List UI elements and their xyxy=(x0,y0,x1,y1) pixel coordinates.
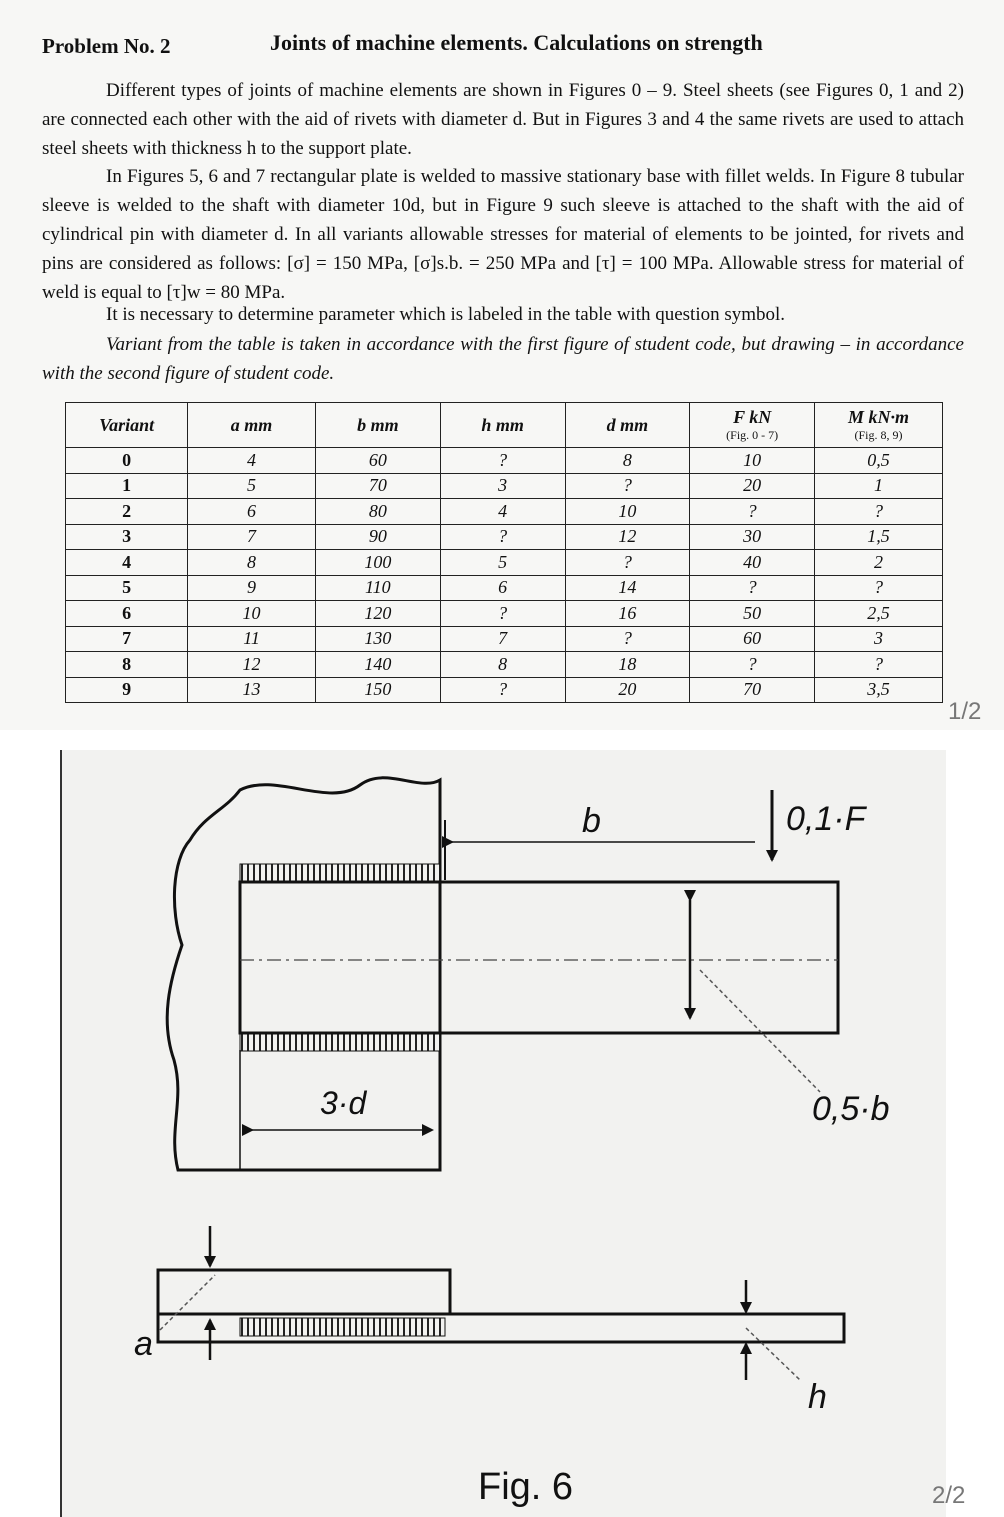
table-row xyxy=(66,652,943,678)
paragraph-2 xyxy=(42,162,964,307)
table-cell: 8 xyxy=(66,652,188,678)
table-cell: 5 xyxy=(66,575,188,601)
table-cell: 110 xyxy=(315,575,440,601)
table-cell: ? xyxy=(690,499,815,525)
header-variant: Variant xyxy=(66,403,188,448)
paragraph-4-text: Variant from the table is taken in accordance with the first figure of student code, but drawing – in accordance with the second figure of student code. xyxy=(42,334,964,384)
table-cell: 13 xyxy=(188,677,316,703)
header-b: b mm xyxy=(315,403,440,448)
table-cell: 18 xyxy=(565,652,690,678)
table-cell: 4 xyxy=(188,448,316,474)
table-cell: 70 xyxy=(690,677,815,703)
table-row xyxy=(66,601,943,627)
table-cell: 3 xyxy=(66,524,188,550)
table-cell: ? xyxy=(690,575,815,601)
table-cell: ? xyxy=(565,550,690,576)
table-cell: 12 xyxy=(565,524,690,550)
table-cell: 14 xyxy=(565,575,690,601)
table-cell: ? xyxy=(440,601,565,627)
paragraph-2-text: In Figures 5, 6 and 7 rectangular plate is welded to massive stationary base with fillet welds. In Figure 8 tubular sleeve is welded to the shaft with diameter 10d, but in Figure 9 such sleeve is attached to the shaft with the aid of cylindrical pin with diameter d. In all variants allowable stresses for material of elements to be jointed, for rivets and pins are considered as follows: [σ] = 150 MPa, [σ]s.b. = 250 MPa and [τ] = 100 MPa. Allowable stress for material of weld is equal to [τ]w = 80 MPa. xyxy=(42,166,964,303)
table-cell: 100 xyxy=(315,550,440,576)
header-M-label: M kN·m xyxy=(848,407,910,427)
table-cell: ? xyxy=(815,499,943,525)
table-row xyxy=(66,524,943,550)
table-cell: 8 xyxy=(188,550,316,576)
table-row xyxy=(66,575,943,601)
header-M xyxy=(815,403,943,448)
table-row xyxy=(66,473,943,499)
table-cell: ? xyxy=(690,652,815,678)
paragraph-3-text: It is necessary to determine parameter which is labeled in the table with question symbol. xyxy=(106,304,786,325)
label-05b: 0,5·b xyxy=(812,1090,890,1128)
table-cell: 9 xyxy=(66,677,188,703)
table-cell: 1 xyxy=(815,473,943,499)
table-cell: 12 xyxy=(188,652,316,678)
plate-top-view xyxy=(240,882,838,1033)
label-force: 0,1·F xyxy=(786,800,866,838)
header-F-note: (Fig. 0 - 7) xyxy=(726,428,779,442)
table-row xyxy=(66,626,943,652)
figure-caption: Fig. 6 xyxy=(478,1466,574,1508)
table-cell: 10 xyxy=(188,601,316,627)
table-body xyxy=(66,448,943,703)
base-outline xyxy=(167,778,440,1170)
table-cell: 2,5 xyxy=(815,601,943,627)
label-3d: 3·d xyxy=(320,1085,367,1121)
paragraph-1-text: Different types of joints of machine elements are shown in Figures 0 – 9. Steel sheets (see Figures 0, 1 and 2) are connected each other with the aid of rivets with diameter d. But in Figures 3 and 4 the same rivets are used to attach steel sheets with thickness h to the support plate. xyxy=(42,80,964,159)
table-cell: 40 xyxy=(690,550,815,576)
table-cell: 3 xyxy=(815,626,943,652)
header-h: h mm xyxy=(440,403,565,448)
table-cell: 70 xyxy=(315,473,440,499)
header-F-label: F kN xyxy=(733,407,772,427)
page-1 xyxy=(0,0,1004,730)
header-d: d mm xyxy=(565,403,690,448)
table-cell: ? xyxy=(440,677,565,703)
table-cell: 11 xyxy=(188,626,316,652)
table-cell: 6 xyxy=(188,499,316,525)
page-indicator-2: 2/2 xyxy=(932,1482,966,1509)
label-b: b xyxy=(582,802,601,840)
table-row xyxy=(66,677,943,703)
weld-top xyxy=(240,864,440,882)
table-header-row xyxy=(66,403,943,448)
table-cell: 2 xyxy=(66,499,188,525)
table-cell: 60 xyxy=(315,448,440,474)
page-indicator-1: 1/2 xyxy=(948,698,982,725)
table-cell: 50 xyxy=(690,601,815,627)
table-cell: ? xyxy=(565,626,690,652)
problem-number: Problem No. 2 xyxy=(42,34,171,58)
problem-topic: Joints of machine elements. Calculations on strength xyxy=(270,30,763,55)
table-cell: 140 xyxy=(315,652,440,678)
table-cell: 8 xyxy=(440,652,565,678)
weld-side-hatch xyxy=(240,1318,445,1336)
table-cell: 3,5 xyxy=(815,677,943,703)
table-cell: ? xyxy=(440,524,565,550)
table-cell: 7 xyxy=(188,524,316,550)
table-cell: 2 xyxy=(815,550,943,576)
table-cell: 90 xyxy=(315,524,440,550)
table-cell: 0 xyxy=(66,448,188,474)
dim-h-leader xyxy=(746,1328,800,1380)
header-a: a mm xyxy=(188,403,316,448)
table-cell: 120 xyxy=(315,601,440,627)
header-F xyxy=(690,403,815,448)
table-cell: 10 xyxy=(565,499,690,525)
table-cell: 4 xyxy=(66,550,188,576)
table-cell: ? xyxy=(815,575,943,601)
plate-side-view xyxy=(158,1270,450,1314)
table-cell: ? xyxy=(440,448,565,474)
table-cell: 5 xyxy=(188,473,316,499)
label-h: h xyxy=(808,1378,827,1416)
title-row xyxy=(42,30,964,60)
table-cell: 6 xyxy=(440,575,565,601)
table-cell: 60 xyxy=(690,626,815,652)
header-M-note: (Fig. 8, 9) xyxy=(854,428,903,442)
table-cell: 20 xyxy=(565,677,690,703)
table-cell: 9 xyxy=(188,575,316,601)
table-cell: 150 xyxy=(315,677,440,703)
table-cell: 3 xyxy=(440,473,565,499)
label-a: a xyxy=(134,1325,153,1363)
table-cell: 16 xyxy=(565,601,690,627)
weld-bottom xyxy=(240,1033,440,1051)
table-cell: 1,5 xyxy=(815,524,943,550)
table-cell: 7 xyxy=(66,626,188,652)
table-cell: 130 xyxy=(315,626,440,652)
table-cell: 0,5 xyxy=(815,448,943,474)
table-cell: 10 xyxy=(690,448,815,474)
dim-a-leader xyxy=(160,1275,215,1330)
paragraph-4 xyxy=(42,330,964,388)
variants-table xyxy=(65,402,943,703)
table-cell: 20 xyxy=(690,473,815,499)
table-cell: 5 xyxy=(440,550,565,576)
dim-05b-leader xyxy=(700,970,820,1092)
table-cell: 4 xyxy=(440,499,565,525)
table-row xyxy=(66,550,943,576)
paragraph-3 xyxy=(42,300,964,329)
table-cell: ? xyxy=(815,652,943,678)
table-cell: 30 xyxy=(690,524,815,550)
table-row xyxy=(66,448,943,474)
table-cell: 80 xyxy=(315,499,440,525)
table-cell: 1 xyxy=(66,473,188,499)
table-cell: 7 xyxy=(440,626,565,652)
table-cell: 8 xyxy=(565,448,690,474)
paragraph-1 xyxy=(42,76,964,163)
table-row xyxy=(66,499,943,525)
table-cell: 6 xyxy=(66,601,188,627)
table-cell: ? xyxy=(565,473,690,499)
